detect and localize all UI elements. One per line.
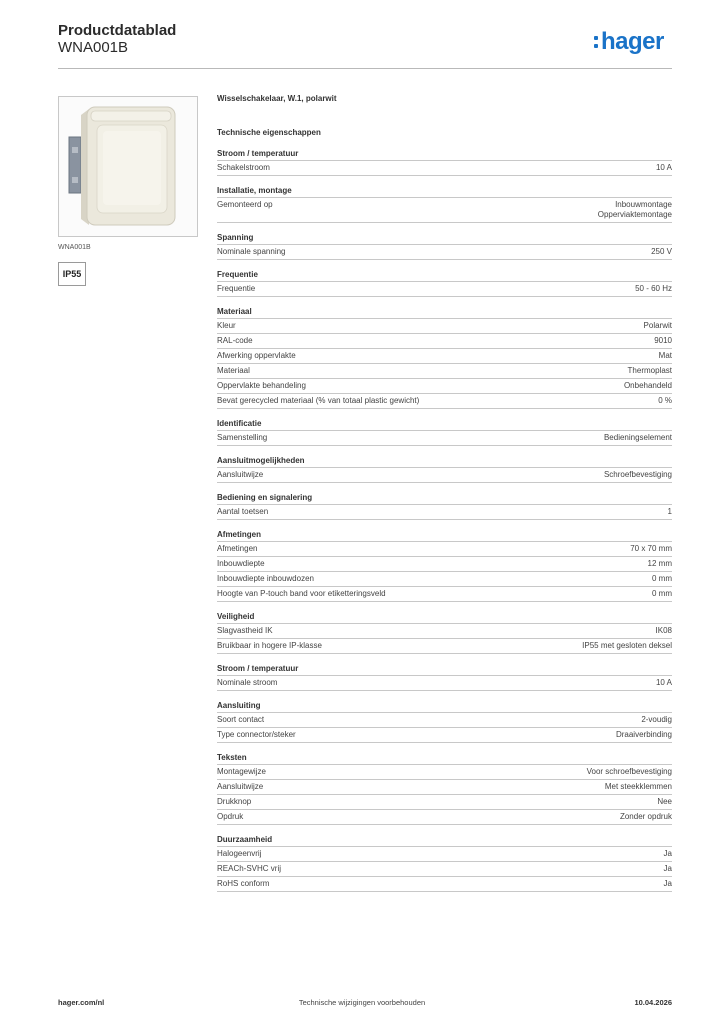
section-title: Materiaal [217, 307, 252, 316]
spec-value-line: 250 V [651, 247, 672, 256]
spec-label: RAL-code [217, 336, 253, 345]
spec-row [217, 348, 672, 363]
spec-label: Inbouwdiepte [217, 559, 265, 568]
spec-value-line: Draaiverbinding [615, 730, 672, 739]
spec-label: REACh-SVHC vrij [217, 864, 282, 873]
spec-label: Bevat gerecycled materiaal (% van totaal plastic gewicht) [217, 396, 420, 405]
spec-label: Halogeenvrij [217, 849, 262, 858]
spec-value [652, 589, 672, 599]
spec-value [651, 247, 672, 257]
section-title: Installatie, montage [217, 186, 292, 195]
spec-label: Nominale spanning [217, 247, 286, 256]
spec-row [217, 197, 672, 223]
spec-value-line: 50 - 60 Hz [635, 284, 672, 293]
spec-row [217, 712, 672, 727]
spec-row [217, 623, 672, 638]
spec-section [217, 455, 672, 483]
spec-value-line: Thermoplast [627, 366, 672, 375]
document-title: Productdatablad [58, 22, 177, 39]
logo-dots-icon [594, 36, 598, 48]
section-title: Bediening en signalering [217, 493, 313, 502]
spec-value-line: Mat [658, 351, 672, 360]
spec-row [217, 556, 672, 571]
section-title: Afmetingen [217, 530, 261, 539]
spec-row [217, 764, 672, 779]
spec-section [217, 185, 672, 223]
spec-value-line: Met steekklemmen [604, 782, 672, 791]
spec-label: Afwerking oppervlakte [217, 351, 296, 360]
spec-value-line: Nee [657, 797, 672, 806]
spec-row [217, 675, 672, 691]
spec-value-line: 12 mm [647, 559, 672, 568]
spec-label: Aansluitwijze [217, 470, 264, 479]
spec-value-line: 1 [667, 507, 672, 516]
spec-section [217, 752, 672, 825]
spec-value-line: 0 mm [652, 589, 672, 598]
spec-label: Kleur [217, 321, 236, 330]
spec-value-line: Ja [663, 864, 672, 873]
spec-value-line: Opperviaktemontage [597, 210, 672, 219]
spec-row [217, 281, 672, 297]
spec-value [628, 366, 672, 376]
spec-value-line: 2-voudig [641, 715, 672, 724]
spec-row [217, 809, 672, 825]
spec-label: Montagewijze [217, 767, 266, 776]
section-title: Stroom / temperatuur [217, 149, 299, 158]
spec-value [582, 641, 672, 651]
spec-value [657, 797, 672, 807]
spec-value-line: Voor schroefbevestiging [586, 767, 672, 776]
spec-section [217, 306, 672, 409]
spec-value-line: Onbehandeld [623, 381, 672, 390]
spec-row [217, 504, 672, 520]
document-subtitle: WNA001B [58, 39, 129, 56]
spec-label: Opdruk [217, 812, 244, 821]
spec-value-line: 70 x 70 mm [630, 544, 672, 553]
spec-value [668, 507, 672, 517]
spec-value [604, 433, 672, 443]
spec-label: Inbouwdiepte inbouwdozen [217, 574, 314, 583]
spec-value [659, 351, 672, 361]
spec-section [217, 269, 672, 297]
spec-value-line: Bedieningselement [603, 433, 672, 442]
spec-label: Gemonteerd op [217, 200, 273, 209]
footer-disclaimer: Technische wijzigingen voorbehouden [298, 998, 426, 1007]
spec-value [641, 715, 672, 725]
spec-row [217, 779, 672, 794]
spec-value [635, 284, 672, 294]
footer-date: 10.04.2026 [634, 998, 672, 1007]
spec-value [664, 864, 672, 874]
spec-value-line: Schroefbevestiging [603, 470, 672, 479]
spec-value [598, 200, 672, 220]
spec-section [217, 492, 672, 520]
spec-sections [217, 148, 672, 892]
spec-row [217, 638, 672, 654]
section-title: Aansluitmogelijkheden [217, 456, 305, 465]
spec-value [605, 782, 672, 792]
spec-section [217, 700, 672, 743]
spec-value [664, 879, 672, 889]
spec-value [652, 574, 672, 584]
spec-row [217, 160, 672, 176]
spec-section [217, 663, 672, 691]
spec-value [656, 626, 672, 636]
product-image [58, 96, 198, 237]
spec-value-line: 9010 [654, 336, 672, 345]
spec-row [217, 430, 672, 446]
spec-value [616, 730, 672, 740]
spec-row [217, 541, 672, 556]
section-title: Aansluiting [217, 701, 261, 710]
spec-label: Nominale stroom [217, 678, 278, 687]
properties-heading: Technische eigenschappen [217, 128, 321, 137]
spec-section [217, 232, 672, 260]
spec-label: Aansluitwijze [217, 782, 264, 791]
spec-label: Drukknop [217, 797, 252, 806]
spec-value-line: IP55 met gesloten deksel [582, 641, 672, 650]
spec-value [656, 678, 672, 688]
spec-row [217, 876, 672, 892]
spec-value-line: 0 % [658, 396, 672, 405]
section-title: Stroom / temperatuur [217, 664, 299, 673]
spec-value [624, 381, 672, 391]
spec-value-line: 10 A [655, 163, 672, 172]
spec-row [217, 378, 672, 393]
spec-value-line: Ja [663, 849, 672, 858]
spec-value-line: Polarwit [643, 321, 672, 330]
spec-row [217, 846, 672, 861]
spec-value [604, 470, 672, 480]
spec-value [664, 849, 672, 859]
section-title: Duurzaamheid [217, 835, 273, 844]
spec-row [217, 244, 672, 260]
spec-section [217, 529, 672, 602]
spec-label: Slagvastheid IK [217, 626, 273, 635]
spec-label: Soort contact [217, 715, 265, 724]
spec-value-line: Zonder opdruk [619, 812, 672, 821]
image-caption: WNA001B [58, 244, 91, 251]
logo-text: hager [601, 28, 664, 55]
spec-label: Type connector/steker [217, 730, 296, 739]
footer-website: hager.com/nl [58, 998, 105, 1007]
spec-value-line: IK08 [655, 626, 672, 635]
spec-row [217, 727, 672, 743]
spec-value [587, 767, 672, 777]
spec-value-line: 0 mm [652, 574, 672, 583]
section-title: Teksten [217, 753, 247, 762]
spec-section [217, 834, 672, 892]
section-title: Veiligheid [217, 612, 255, 621]
spec-value-line: Inbouwmontage [615, 200, 672, 209]
spec-row [217, 393, 672, 409]
switch-product-icon [59, 97, 197, 236]
spec-value-line: 10 A [655, 678, 672, 687]
spec-value [620, 812, 672, 822]
spec-row [217, 586, 672, 602]
spec-value [644, 321, 672, 331]
spec-label: Bruikbaar in hogere IP-klasse [217, 641, 322, 650]
spec-value [648, 559, 672, 569]
spec-value-line: Ja [663, 879, 672, 888]
hager-logo [594, 30, 664, 54]
spec-row [217, 318, 672, 333]
spec-content [217, 92, 672, 901]
spec-label: Materiaal [217, 366, 250, 375]
spec-value [658, 396, 672, 406]
section-title: Frequentie [217, 270, 258, 279]
spec-row [217, 571, 672, 586]
spec-label: Afmetingen [217, 544, 258, 553]
product-name: Wisselschakelaar, W.1, polarwit [217, 94, 337, 103]
section-title: Spanning [217, 233, 254, 242]
spec-label: Hoogte van P-touch band voor etiketteringsveld [217, 589, 386, 598]
ip-rating-badge: IP55 [58, 262, 86, 286]
spec-value [654, 336, 672, 346]
spec-label: Oppervlakte behandeling [217, 381, 306, 390]
spec-label: Frequentie [217, 284, 256, 293]
spec-row [217, 861, 672, 876]
spec-label: Samenstelling [217, 433, 268, 442]
spec-row [217, 363, 672, 378]
spec-section [217, 148, 672, 176]
spec-value [630, 544, 672, 554]
spec-label: RoHS conform [217, 879, 270, 888]
section-title: Identificatie [217, 419, 262, 428]
spec-row [217, 333, 672, 348]
spec-section [217, 611, 672, 654]
header-divider [58, 68, 672, 69]
spec-value [656, 163, 672, 173]
spec-row [217, 467, 672, 483]
spec-row [217, 794, 672, 809]
spec-label: Schakelstroom [217, 163, 270, 172]
spec-section [217, 418, 672, 446]
spec-label: Aantal toetsen [217, 507, 269, 516]
